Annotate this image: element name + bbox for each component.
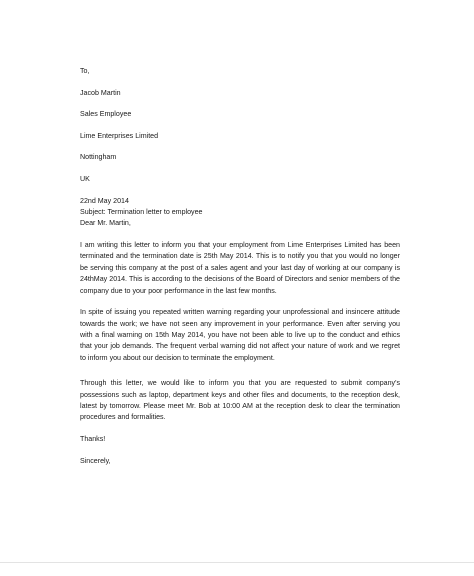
recipient-name: Jacob Martin (80, 88, 121, 97)
subject-line: Subject: Termination letter to employee (80, 207, 203, 216)
paragraph-3: Through this letter, we would like to inform you that you are requested to submit company's possessions such as laptop, department keys and other files and documents, to the reception desk, latest by tomorrow. Please meet Mr. Bob at 10:00 AM at the reception desk to clear the termination procedures and formalities. (80, 379, 400, 422)
recipient-title: Sales Employee (80, 110, 132, 119)
paragraph-1: I am writing this letter to inform you that your employment from Lime Enterprises Limited has been terminated and the termination date is 25th May 2014. This is to notify you that you would no longer be serving this company at the post of a sales agent and your last day of working at our company is 24thMay 2014. This is according to the decisions of the Board of Directors and senior members of the company due to your poor performance in the last few months. (80, 240, 400, 295)
city: Nottingham (80, 153, 117, 162)
thanks-line: Thanks! (80, 435, 106, 444)
letter-date: 22nd May 2014 (80, 196, 129, 205)
paragraph-2: In spite of issuing you repeated written warning regarding your unprofessional and insincere attitude towards the work; we have not seen any improvement in your performance. Even after serving you with a final warning on 15th May 2014, you have not been able to live up to the conduct and ethics that your job demands. The frequent verbal warning did not affect your nature of work and we regret to inform you about our decision to terminate the employment. (80, 308, 400, 362)
letter-body (80, 66, 400, 467)
company-name: Lime Enterprises Limited (80, 131, 159, 140)
country: UK (80, 174, 90, 183)
closing-line: Sincerely, (80, 456, 111, 465)
page-bottom-divider (0, 562, 474, 563)
salutation: Dear Mr. Martin, (80, 219, 131, 228)
to-line: To, (80, 67, 90, 75)
